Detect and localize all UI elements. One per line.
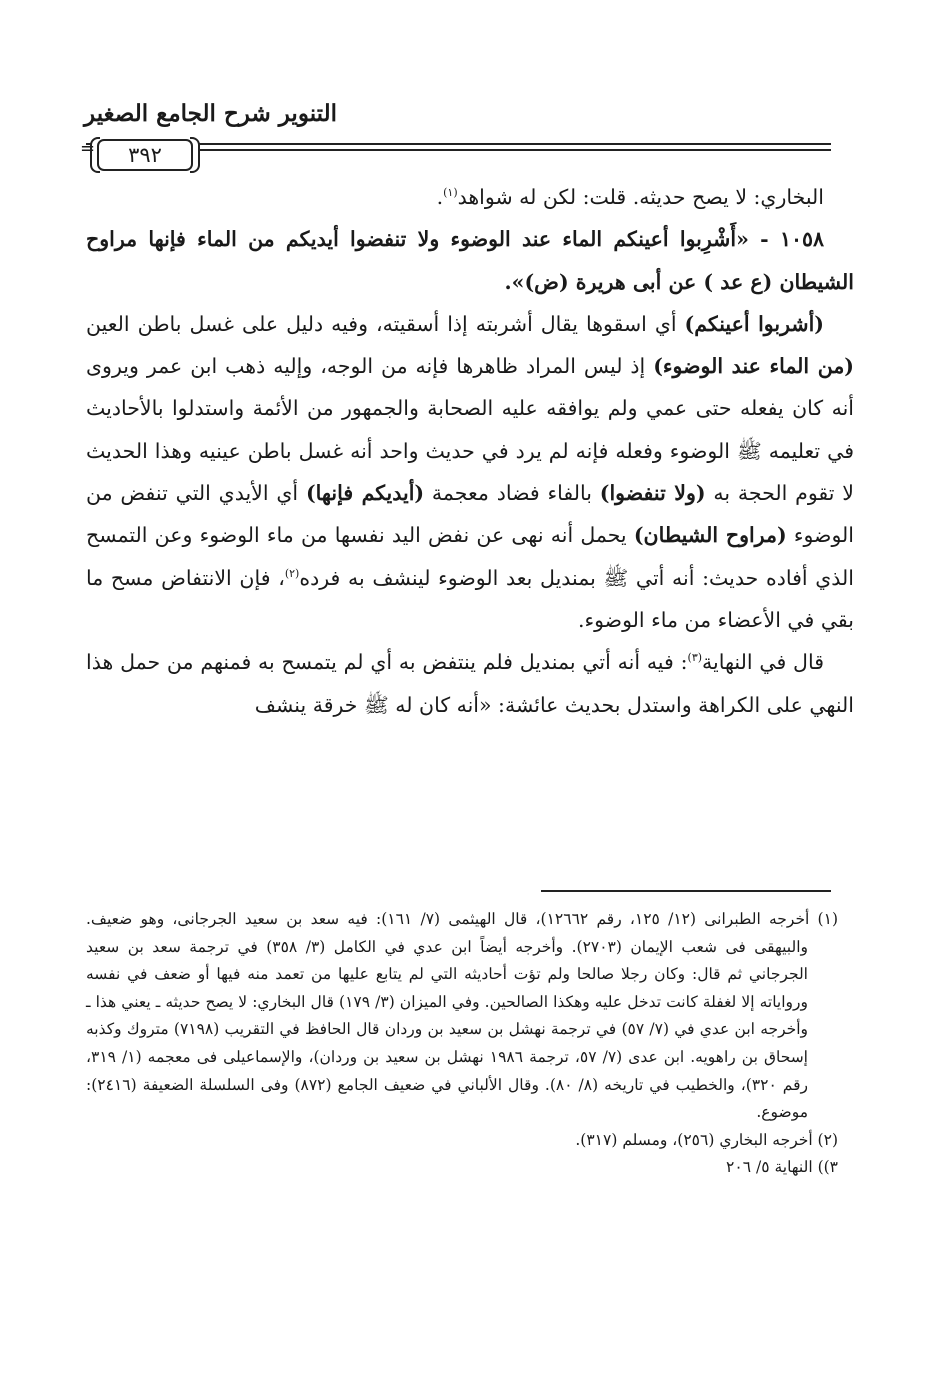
- footnote-2: (٢) أخرجه البخاري (٢٥٦)، ومسلم (٣١٧).: [575, 1130, 838, 1149]
- nihaya-text-a: قال في النهاية: [702, 650, 824, 675]
- footnote-1: (١) أخرجه الطبرانى (١٢/ ١٢٥، رقم ١٢٦٦٢)، قال الهيثمى (٧/ ١٦١): فيه سعد بن سعيد الجرجانى، وهو ضعيف. والبيهقى فى شعب الإيمان (٢٧٠٣). وأخرجه أيضاً ابن عدي في الكامل (٣/ ٣٥٨) في ترجمة سعد بن سعيد الجرجاني ثم قال: وكان رجلا صالحا ولم تؤت أحاديثه التي لم يتابع عليها من تعمد منه فيها أو ضعف في نفسه ورواياته إلا لغفلة كانت تدخل عليه وهكذا الصالحين. وفي الميزان (٣/ ١٧٩) قال البخاري: لا يصح حديثه ـ يعني هذا ـ وأخرجه ابن عدي في (٧/ ٥٧) في ترجمة نهشل بن سعيد بن وردان قال الحافظ في التقريب (٧١٩٨) متروك وكذبه إسحاق بن راهويه. ابن عدى (٧/ ٥٧، ترجمة ١٩٨٦ نهشل بن سعيد بن وردان)، والإسماعيلى فى معجمه (١/ ٣١٩، رقم ٣٢٠)، والخطيب في تاريخه (٨/ ٨٠). وقال الألباني في ضعيف الجامع (٨٧٢) وفى السلسلة الضعيفة (٢٤١٦): موضوع.: [86, 910, 838, 1122]
- quote-aydikum: (أيديكم فإنها): [305, 481, 425, 506]
- footnotes: [86, 906, 838, 1182]
- equals-mark: =: [80, 138, 96, 159]
- hadith-number: ١٠٥٨ - «: [736, 227, 824, 252]
- footnote-ref-3: (٣): [687, 651, 703, 665]
- nihaya-text-b: : فيه أنه أتي بمنديل فلم ينتفض به أي لم يتمسح به فمنهم من حمل هذا النهي على الكراهة واستدل بحديث عائشة: «أنه كان له ﷺ خرقة ينشف: [86, 650, 854, 717]
- hadith-close: ».: [504, 269, 525, 294]
- p1-text: البخاري: لا يصح حديثه. قلت: لكن له شواهد: [457, 185, 824, 209]
- header-rule-top: [199, 143, 831, 145]
- p1-end: .: [436, 185, 444, 209]
- hadith-text: أَشْرِبوا أعينكم الماء عند الوضوء ولا تنفضوا أيديكم من الماء فإنها مراوح الشيطان (ع عد ) عن أبى هريرة (ض): [86, 227, 854, 294]
- quote-ashribu: (أشربوا أعينكم): [684, 311, 824, 336]
- commentary-text-b: أي اسقوها يقال أشربته إذا أسقيته، وفيه دليل على غسل باطن العين: [86, 311, 685, 336]
- commentary-text-j: يحمل أنه نهى عن نفض اليد نفسها من ماء الوضوء وعن التمسح الذي أفاده حديث: أنه أتي ﷺ بمنديل بعد الوضوء لينشف به فرده: [86, 523, 854, 590]
- paragraph-1: [86, 176, 854, 218]
- page-number: ٣٩٢: [97, 139, 193, 171]
- nihaya-paragraph: [86, 641, 854, 726]
- commentary-text-h: أي الأيدي التي تنفض من الوضوء: [86, 481, 854, 548]
- quote-wala-tanfudu: (ولا تنفضوا): [599, 481, 706, 506]
- footnote-ref-1: (١): [443, 186, 458, 200]
- running-header-title: التنوير شرح الجامع الصغير: [84, 100, 337, 127]
- main-text: [86, 176, 854, 726]
- commentary-text-f: بالفاء فضاد معجمة: [424, 481, 600, 506]
- commentary-text-k: ، فإن الانتفاض مسح ما بقي في الأعضاء من ماء الوضوء.: [86, 565, 854, 632]
- quote-marawih: (مراوح الشيطان): [633, 523, 787, 548]
- header-rule-bottom: [199, 149, 831, 151]
- footnote-separator: [541, 890, 831, 892]
- hadith-1058: [86, 218, 854, 303]
- footnote-ref-2: (٢): [284, 566, 300, 580]
- commentary-paragraph: [86, 303, 854, 641]
- footnote-3: ٣)) النهاية ٥/ ٢٠٦: [726, 1158, 838, 1177]
- commentary-text-d: إذ ليس المراد ظاهرها فإنه من الوجه، وإليه ذهب ابن عمر ويروى أنه كان يفعله حتى عمي ولم يوافقه عليه الصحابة والجمهور من الأئمة واستدلوا بالأحاديث في تعليمه ﷺ الوضوء وفعله فإنه لم يرد في حديث واحد أنه غسل باطن عينيه وهذا الحديث لا تقوم الحجة به: [86, 354, 855, 506]
- quote-min-alma: (من الماء عند الوضوء): [653, 354, 855, 379]
